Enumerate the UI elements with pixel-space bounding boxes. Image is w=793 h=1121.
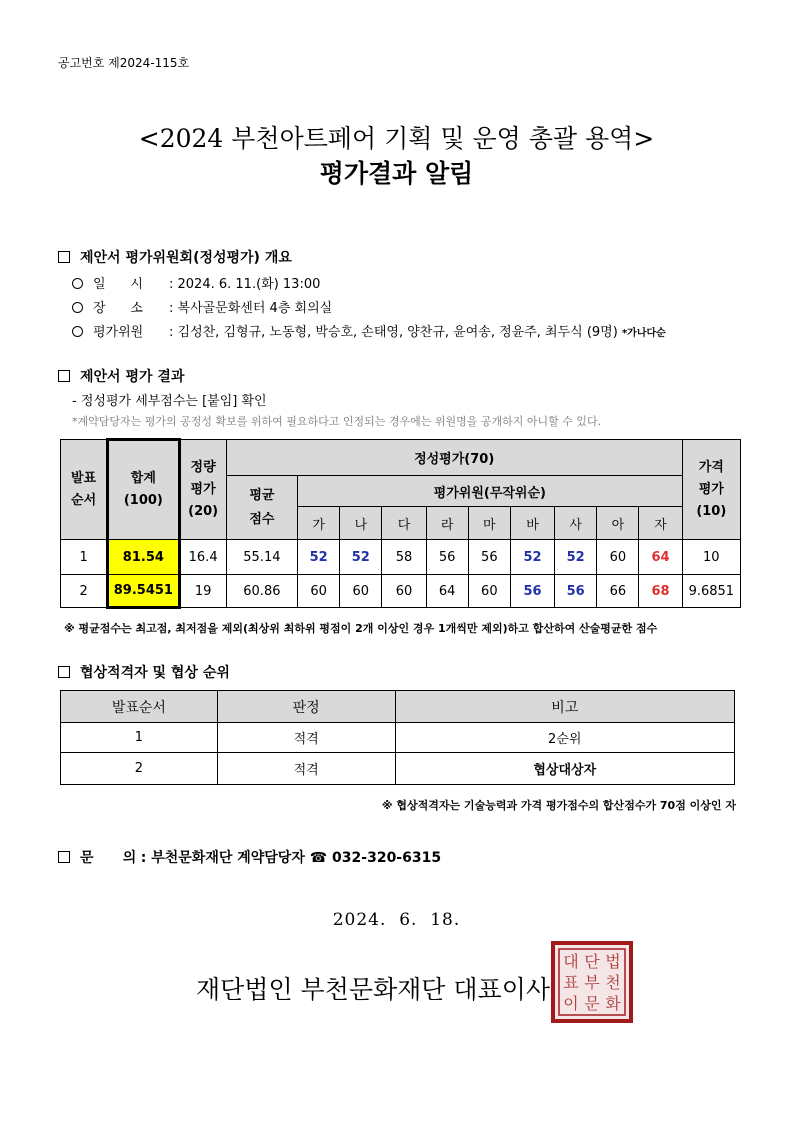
row-score: 60 <box>340 575 382 608</box>
svg-text:법: 법 <box>605 952 621 971</box>
row-score: 68 <box>639 575 682 608</box>
row-order: 1 <box>61 723 218 753</box>
evaluator-name: 라 <box>426 507 468 540</box>
row-remark: 협상대상자 <box>395 753 735 785</box>
row-result: 적격 <box>217 723 395 753</box>
svg-text:천: 천 <box>605 973 621 992</box>
header-total: 합계 (100) <box>108 440 179 540</box>
evaluator-name: 아 <box>597 507 639 540</box>
row-score: 64 <box>639 540 682 575</box>
overview-label: 일 시 <box>93 277 143 292</box>
row-result: 적격 <box>217 753 395 785</box>
row-score: 60 <box>597 540 639 575</box>
section3-heading <box>58 662 230 682</box>
checkbox-square-icon <box>58 370 70 382</box>
row-score: 56 <box>468 540 510 575</box>
evaluation-result-table <box>60 438 741 609</box>
overview-value: : 김성찬, 김형규, 노동형, 박승호, 손태영, 양찬규, 윤여송, 정윤주, 최두식 (9명) <box>169 325 618 340</box>
checkbox-square-icon <box>58 666 70 678</box>
header-presentation-order: 발표순서 <box>61 691 218 723</box>
section2-sub: - 정성평가 세부점수는 [붙임] 확인 <box>72 394 267 409</box>
row-score: 66 <box>597 575 639 608</box>
overview-value: : 2024. 6. 11.(화) 13:00 <box>169 277 321 292</box>
overview-value: : 복사골문화센터 4층 회의실 <box>169 301 333 316</box>
section2-note: *계약담당자는 평가의 공정성 확보를 위하여 필요하다고 인정되는 경우에는 위원명을 공개하지 아니할 수 있다. <box>72 415 602 428</box>
evaluator-name: 마 <box>468 507 510 540</box>
row-price: 9.6851 <box>682 575 740 608</box>
row-score: 60 <box>298 575 340 608</box>
overview-suffix: *가나다순 <box>621 328 666 339</box>
overview-item-date <box>72 273 320 292</box>
table-row <box>61 723 735 753</box>
negotiation-footnote: ※ 협상적격자는 기술능력과 가격 평가점수의 합산점수가 70점 이상인 자 <box>381 799 736 812</box>
header-quantitative: 정량 평가 (20) <box>179 440 226 540</box>
title-line-2: 평가결과 알림 <box>319 159 474 188</box>
score-footnote: ※ 평균점수는 최고점, 최저점을 제외(최상위 최하위 평점이 2개 이상인 경우 1개씩만 제외)하고 합산하여 산술평균한 점수 <box>64 622 658 635</box>
overview-item-place <box>72 297 332 316</box>
evaluator-name: 자 <box>639 507 682 540</box>
header-qualitative: 정성평가(70) <box>226 440 682 476</box>
evaluator-name: 다 <box>382 507 426 540</box>
row-total: 89.5451 <box>108 575 179 608</box>
row-score: 60 <box>468 575 510 608</box>
row-average: 55.14 <box>226 540 297 575</box>
row-price: 10 <box>682 540 740 575</box>
header-evaluators: 평가위원(무작위순) <box>298 476 683 507</box>
header-average: 평균 점수 <box>226 476 297 540</box>
row-average: 60.86 <box>226 575 297 608</box>
evaluator-name: 바 <box>510 507 554 540</box>
row-order: 2 <box>61 575 108 608</box>
issue-date: 2024. 6. 18. <box>332 910 461 930</box>
section3-heading-text: 협상적격자 및 협상 순위 <box>80 665 230 681</box>
title-line-1: <2024 부천아트페어 기획 및 운영 총괄 용역> <box>138 124 655 153</box>
row-score: 56 <box>426 540 468 575</box>
header-remark: 비고 <box>395 691 735 723</box>
row-score: 56 <box>555 575 597 608</box>
row-score: 52 <box>298 540 340 575</box>
section1-heading <box>58 247 292 267</box>
evaluator-name: 나 <box>340 507 382 540</box>
row-score: 56 <box>510 575 554 608</box>
notice-number: 공고번호 제2024-115호 <box>58 56 190 70</box>
overview-item-evaluators <box>72 321 666 340</box>
table-row <box>61 753 735 785</box>
row-score: 52 <box>555 540 597 575</box>
row-score: 52 <box>510 540 554 575</box>
circle-bullet-icon <box>72 278 83 289</box>
issuer-name: 재단법인 부천문화재단 대표이사 <box>196 975 550 1004</box>
checkbox-square-icon <box>58 251 70 263</box>
circle-bullet-icon <box>72 302 83 313</box>
svg-text:화: 화 <box>605 994 621 1013</box>
row-order: 2 <box>61 753 218 785</box>
table-row <box>61 575 741 608</box>
row-remark: 2순위 <box>395 723 735 753</box>
header-order: 발표 순서 <box>61 440 108 540</box>
section1-heading-text: 제안서 평가위원회(정성평가) 개요 <box>80 250 292 266</box>
table-row <box>61 540 741 575</box>
row-order: 1 <box>61 540 108 575</box>
row-score: 58 <box>382 540 426 575</box>
negotiation-table <box>60 690 735 785</box>
row-score: 64 <box>426 575 468 608</box>
overview-label: 장 소 <box>93 301 143 316</box>
row-quantitative: 19 <box>179 575 226 608</box>
contact-label: 문 의 <box>80 850 137 866</box>
official-seal-icon <box>551 941 633 1023</box>
contact-line <box>58 847 441 867</box>
row-total: 81.54 <box>108 540 179 575</box>
checkbox-square-icon <box>58 851 70 863</box>
evaluator-name: 가 <box>298 507 340 540</box>
evaluator-name: 사 <box>555 507 597 540</box>
overview-label: 평가위원 <box>93 325 144 340</box>
section2-heading <box>58 366 184 386</box>
row-score: 52 <box>340 540 382 575</box>
row-score: 60 <box>382 575 426 608</box>
row-quantitative: 16.4 <box>179 540 226 575</box>
svg-text:문: 문 <box>584 994 600 1013</box>
svg-text:이: 이 <box>563 994 579 1013</box>
svg-text:부: 부 <box>584 973 600 992</box>
circle-bullet-icon <box>72 326 83 337</box>
contact-value: : 부천문화재단 계약담당자 ☎ 032-320-6315 <box>140 850 442 866</box>
svg-text:단: 단 <box>584 952 600 971</box>
header-price: 가격 평가 (10) <box>682 440 740 540</box>
svg-text:대: 대 <box>563 952 579 971</box>
svg-text:표: 표 <box>563 973 579 992</box>
header-judgement: 판정 <box>217 691 395 723</box>
section2-heading-text: 제안서 평가 결과 <box>80 369 185 385</box>
